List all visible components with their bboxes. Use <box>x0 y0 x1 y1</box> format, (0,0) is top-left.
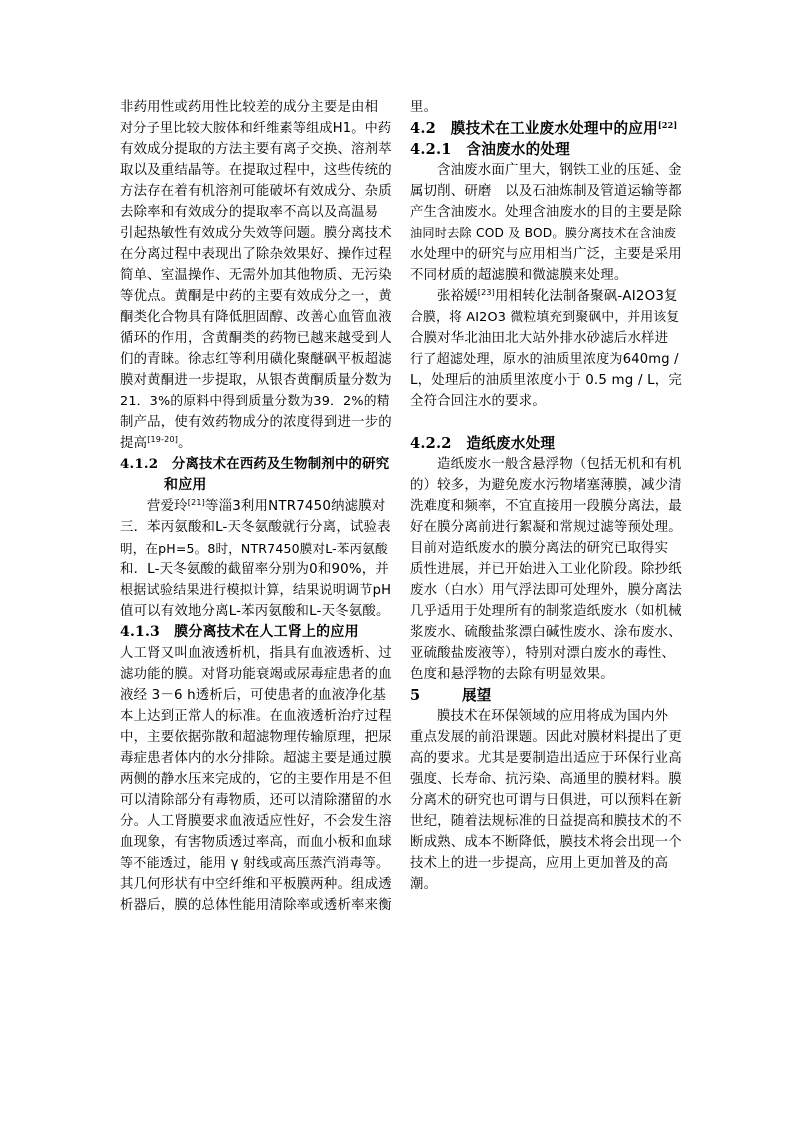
citation: [23] <box>477 288 496 297</box>
text-line: 等优点。黄酮是中药的主要有效成分之一，黄 <box>120 289 392 304</box>
paragraph-composite-membrane <box>410 286 682 412</box>
text-line: 属切削、研磨 以及石油炼制及管道运输等都 <box>410 184 682 199</box>
text-fragment: 提高 <box>120 436 148 451</box>
section-heading-4-2 <box>410 118 682 139</box>
text-line: 取以及重结晶等。在提取过程中，这些传统的 <box>120 163 392 178</box>
text-line: 重点发展的前沿课题。因此对膜材料提出了更 <box>410 730 682 745</box>
text-line: 中，主要依据弥散和超滤物理传输原理，把尿 <box>120 730 392 745</box>
text-line: 去除率和有效成分的提取率不高以及高温易 <box>120 205 379 220</box>
text-line: 里。 <box>410 100 438 115</box>
right-column <box>410 97 682 895</box>
text-line: 方法存在着有机溶剂可能破坏有效成分、杂质 <box>120 184 392 199</box>
text-line: 们的青睐。徐志红等利用磺化聚醚砜平板超滤 <box>120 352 392 367</box>
text-line: 在分离过程中表现出了除杂效果好、操作过程 <box>120 247 392 262</box>
text-line: 其几何形状有中空纤维和平板膜两种。组成透 <box>120 877 392 892</box>
text-line <box>120 496 392 517</box>
paragraph-artificial-kidney <box>120 643 392 916</box>
text-line: 本上达到正常人的标准。在血液透析治疗过程 <box>120 709 392 724</box>
citation: [21] <box>187 498 206 507</box>
text-line: 可以清除部分有毒物质，还可以清除潴留的水 <box>120 793 392 808</box>
section-number: 5 <box>410 687 421 704</box>
section-heading-5 <box>410 685 682 706</box>
text-line: 21．3%的原料中得到质量分数为39．2%的精 <box>120 394 390 409</box>
section-heading-4-1-3: 4.1.3 膜分离技术在人工肾上的应用 <box>120 624 359 640</box>
text-fragment: 用相转化法制备聚砜-AI2O3复 <box>495 289 678 304</box>
text-line: 产生含油废水。处理含油废水的目的主要是除 <box>410 205 682 220</box>
text-line: 引起热敏性有效成分失效等问题。膜分离技术 <box>120 226 392 241</box>
left-column <box>120 97 392 916</box>
text-line: 世纪，随着法规标准的日益提高和膜技术的不 <box>410 814 682 829</box>
text-line: 血现象，有害物质透过率高，而血小板和血球 <box>120 835 392 850</box>
text-line: 析器后，膜的总体性能用清除率或透析率来衡 <box>120 898 392 913</box>
text-line: 合膜，将 AI2O3 微粒填充到聚砜中，并用该复 <box>410 310 680 325</box>
text-line: 质性进展，并已开始进入工业化阶段。除抄纸 <box>410 562 682 577</box>
text-line: 强度、长寿命、抗污染、高通里的膜材料。膜 <box>410 772 682 787</box>
text-line: 目前对造纸废水的膜分离法的研究已取得实 <box>410 541 669 556</box>
text-line: 的）较多，为避免废水污物堵塞薄膜，减少清 <box>410 478 682 493</box>
text-line: 根据试验结果进行模拟计算，结果说明调节pH <box>120 583 392 598</box>
citation: [22] <box>657 120 678 130</box>
text-line: 人工肾又叫血液透析机，指具有血液透析、过 <box>120 646 392 661</box>
text-line: 好在膜分离前进行絮凝和常规过滤等预处理。 <box>410 520 682 535</box>
text-line: 循环的作用，含黄酮类的药物已越来越受到人 <box>120 331 392 346</box>
text-line: 和．L-天冬氨酸的截留率分别为0和90%，并 <box>120 562 389 577</box>
text-line: 行了超滤处理，原水的油质里浓度为640mg / <box>410 352 679 367</box>
text-line: 膜技术在环保领域的应用将成为国内外 <box>437 709 669 724</box>
paragraph-oily-wastewater <box>410 160 682 286</box>
text-fragment: 营爱玲 <box>147 499 188 514</box>
text-line: 两侧的静水压来完成的，它的主要作用是不但 <box>120 772 392 787</box>
section-heading-4-1-2: 4.1.2 分离技术在西药及生物制剂中的研究 <box>120 456 390 472</box>
spacer <box>410 412 682 433</box>
text-line <box>410 286 682 307</box>
text-line: L，处理后的油质里浓度小于 0.5 mg / L，完 <box>410 373 682 388</box>
text-line: 色度和悬浮物的去除有明显效果。 <box>410 667 614 682</box>
text-line <box>120 433 392 454</box>
text-line: 技术上的进一步提高，应用上更加普及的高 <box>410 856 669 871</box>
text-line: 滤功能的膜。对肾功能衰竭或尿毒症患者的血 <box>120 667 392 682</box>
paragraph-extraction <box>120 97 392 454</box>
text-line: 膜对黄酮进一步提取，从银杏黄酮质量分数为 <box>120 373 392 388</box>
text-line: 废水（白水）用气浮法即可处理外，膜分离法 <box>410 583 682 598</box>
text-line: 浆废水、硫酸盐浆漂白碱性废水、涂布废水、 <box>410 625 682 640</box>
section-heading-4-1-2-cont: 和应用 <box>164 477 207 493</box>
section-heading-4-2-1: 4.2.1 含油废水的处理 <box>410 141 570 158</box>
text-fragment: 张裕媛 <box>437 289 478 304</box>
text-line: 油同时去除 COD 及 BOD。膜分离技术在含油废 <box>410 226 677 240</box>
text-line: 酮类化合物具有降低胆固醇、改善心血管血液 <box>120 310 392 325</box>
text-line: 亚硫酸盐废液等），特别对漂白废水的毒性、 <box>410 646 676 661</box>
text-line: 毒症患者体内的水分排除。超滤主要是通过膜 <box>120 751 392 766</box>
text-fragment: 。 <box>178 436 192 451</box>
text-line: 液经 3－6 h透析后，可使患者的血液净化基 <box>120 688 387 703</box>
text-line: 三．苯丙氨酸和L-天冬氨酸就行分离，试验表 <box>120 520 391 535</box>
text-line: 制产品，使有效药物成分的浓度得到进一步的 <box>120 415 392 430</box>
text-line: 有效成分提取的方法主要有离子交换、溶剂萃 <box>120 142 392 157</box>
text-line: 分离术的研究也可谓与日俱进，可以预料在新 <box>410 793 682 808</box>
paragraph-outlook <box>410 706 682 895</box>
section-heading-4-2-2: 4.2.2 造纸废水处理 <box>410 435 556 452</box>
text-line: 非药用性或药用性比较差的成分主要是由相 <box>120 100 379 115</box>
section-title: 展望 <box>462 687 492 704</box>
text-line: 潮。 <box>410 877 438 892</box>
text-line: 等不能透过，能用 γ 射线或高压蒸汽消毒等。 <box>120 856 390 871</box>
heading-text: 4.2 膜技术在工业废水处理中的应用 <box>410 120 658 137</box>
text-line: 含油废水面广里大，钢铁工业的压延、金 <box>437 163 682 178</box>
citation: [19-20] <box>147 435 179 444</box>
text-line: 洗难度和频率，不宜直接用一段膜分离法，最 <box>410 499 682 514</box>
text-line: 不同材质的超滤膜和微滤膜来处理。 <box>410 268 628 283</box>
text-line: 简单、室温操作、无需外加其他物质、无污染 <box>120 268 392 283</box>
text-line: 水处理中的研究与应用相当广泛，主要是采用 <box>410 247 682 262</box>
text-line: 合膜对华北油田北大站外排水砂滤后水样进 <box>410 331 669 346</box>
text-line: 全符合回注水的要求。 <box>410 394 546 409</box>
text-line: 高的要求。尤其是要制造出适应于环保行业高 <box>410 751 682 766</box>
paragraph-paper-wastewater <box>410 454 682 685</box>
text-fragment: 等淄3利用NTR7450纳滤膜对 <box>205 499 386 514</box>
text-line: 断成熟、成本不断降低，膜技术将会出现一个 <box>410 835 682 850</box>
text-line: 几乎适用于处理所有的制浆造纸废水（如机械 <box>410 604 682 619</box>
text-line: 值可以有效地分离L-苯丙氨酸和L-天冬氨酸。 <box>120 604 390 619</box>
text-line: 分。人工肾膜要求血液适应性好，不会发生溶 <box>120 814 392 829</box>
text-line: 明，在pH=5。8时，NTR7450膜对L-苯丙氨酸 <box>120 541 388 556</box>
text-line: 造纸废水一般含悬浮物（包括无机和有机 <box>437 457 682 472</box>
paragraph-nanofiltration <box>120 496 392 622</box>
text-line: 对分子里比较大胺体和纤维素等组成H1。中药 <box>120 121 392 136</box>
